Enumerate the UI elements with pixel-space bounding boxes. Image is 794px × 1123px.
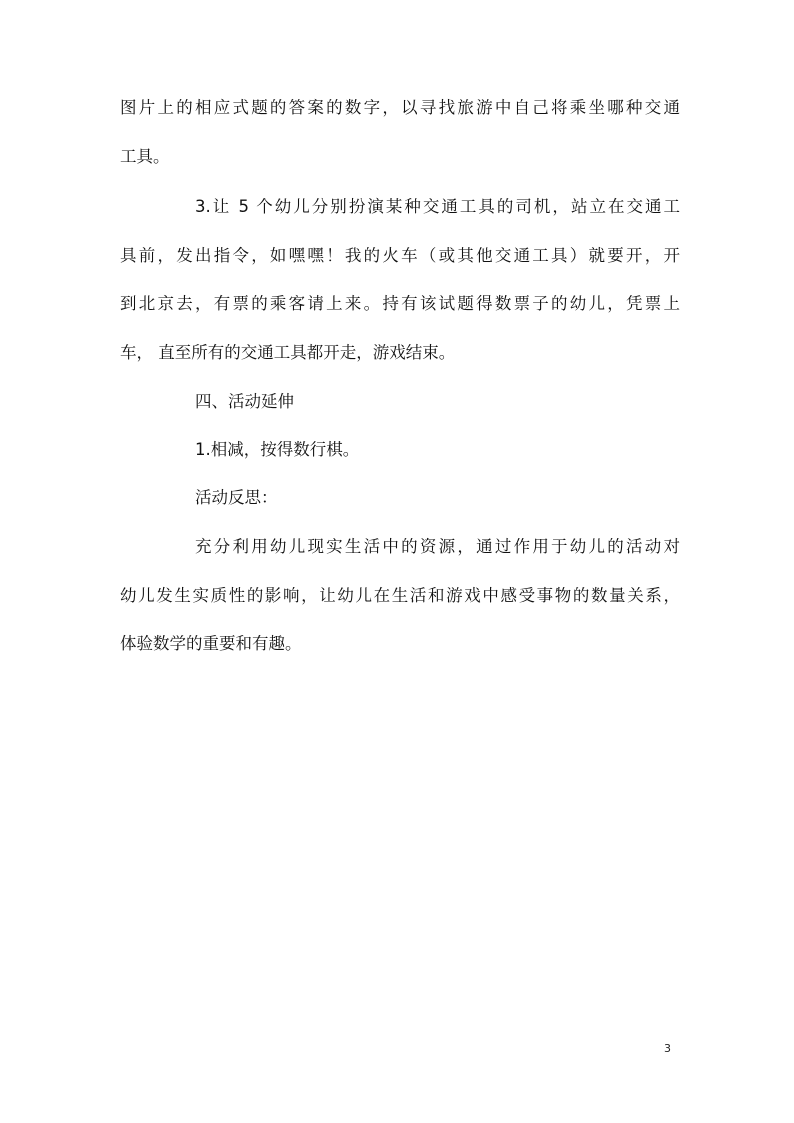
body-text-line: 幼儿发生实质性的影响，让幼儿在生活和游戏中感受事物的数量关系， [120, 586, 680, 605]
body-text-line: 车， 直至所有的交通工具都开走，游戏结束。 [120, 343, 456, 362]
body-text-line: 体验数学的重要和有趣。 [120, 634, 302, 653]
body-text-line: 充分利用幼儿现实生活中的资源，通过作用于幼儿的活动对 [195, 537, 680, 556]
body-text-line: 具前，发出指令，如嘿嘿！我的火车（或其他交通工具）就要开，开 [120, 246, 680, 265]
section-heading: 四、活动延伸 [195, 392, 294, 411]
body-text-line: 3.让 5 个幼儿分别扮演某种交通工具的司机，站立在交通工 [195, 197, 680, 216]
body-text-line: 1.相减，按得数行棋。 [195, 440, 360, 459]
body-text-line: 工具。 [120, 147, 170, 166]
body-text-line: 到北京去，有票的乘客请上来。持有该试题得数票子的幼儿，凭票上 [120, 294, 680, 313]
page-number: 3 [664, 1042, 671, 1055]
body-text-line: 图片上的相应式题的答案的数字，以寻找旅游中自己将乘坐哪种交通 [120, 98, 680, 117]
section-heading: 活动反思： [195, 488, 278, 507]
